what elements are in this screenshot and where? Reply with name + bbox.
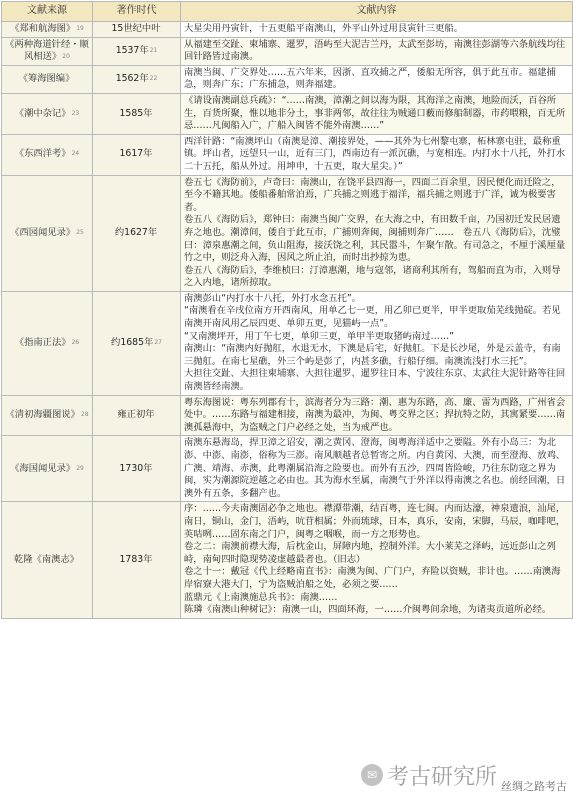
source-title: 《清初海疆图说》 — [5, 409, 80, 421]
content-cell — [181, 395, 573, 436]
era-value: 约1627年 — [114, 226, 158, 238]
source-title: 《两种海道针经・顺风相送》 — [5, 38, 89, 63]
table-row — [2, 134, 573, 175]
content-paragraph: 卷五八《海防后》，郑钟曰：南澳当闽广交界，在大海之中，有田数千亩，乃国初迁发民居遗弃之地也。潮漳间，倭自于此互市，广捕则奔闽，闽捕则奔广…… 卷五八《海防后》，沈璧曰：漳泉惠潮之间，负山阻海，接沃饶之利，其民嚣斗，乍聚乍散。有司急之，不厘于溪厘量竹之中，则泛舟入海，因风之所止泊，而时出抄掠为患。 — [184, 214, 566, 264]
footnote-marker: 29 — [76, 464, 84, 472]
source-cell — [2, 37, 93, 65]
content-cell — [181, 436, 573, 502]
footnote-marker: 19 — [76, 25, 84, 32]
table-row — [2, 175, 573, 291]
table-header — [2, 2, 573, 22]
watermark-sub: 丝绸之路考古 — [501, 780, 567, 793]
era-value: 1783年 — [119, 553, 153, 565]
content-cell — [181, 134, 573, 175]
content-paragraph: 卷之十一：戴冠《代上经略南直书》：南澳为闽、广门户，弃险以资贼，非计也。……南澳海岸宿寮大港大门，宁为盗贼泊船之处，必须之要…… — [184, 566, 561, 590]
content-paragraph: 卷五七《海防前》，卢奇曰：南澳山，在饶平县四海一，四面二百余里，因民便化而迁险之，至今不籍其地。倭船番舶常泊焉，广兵捕之则逃于福洋，福兵捕之则逃于广洋，诚为极要害者。 — [184, 176, 561, 213]
header-source: 文献来源 — [2, 2, 93, 22]
source-cell — [2, 22, 93, 38]
content-paragraph: 《请设南澳副总兵疏》：“……南澳，漳潮之间以海为限，其海洋之南澳，地险而沃，百谷所生，百货所聚，惟以地非分土，事非两邻，故往往为贼通口藪而修船制器，市药喂粮，百无所忌……凡闽船入广，广船入闽皆不能外南澳……” — [184, 94, 566, 132]
era-value: 1562年 — [115, 73, 149, 85]
era-cell — [93, 37, 181, 65]
content-paragraph: 蓝鼎元《上南澳施总兵书》：南澳…… — [184, 591, 338, 603]
content-cell — [181, 93, 573, 134]
footnote-marker: 26 — [71, 338, 80, 346]
content-paragraph: 南澳当闽、广交界处……五六年来，因浙、直攻捕之严，倭船无所容，俱于此互市。福建捕急，则奔广东；广东捕急，则奔福建。 — [184, 66, 556, 91]
source-cell — [2, 134, 93, 175]
content-paragraph: 粤东海图说：粤东列郡有十，滨海者分为三路：潮、惠为东路，高、廉、雷为西路，广州省会处中。……东路与福建相接，南澳为最冲，为闽、粤交界之区；捍抗特之防，其寓紧要……南澳孤悬海中，为盗贼之门户必经之处，当为戒严也。 — [184, 396, 566, 433]
table-row — [2, 502, 573, 618]
era-cell — [93, 175, 181, 291]
header-era: 著作时代 — [93, 2, 181, 22]
source-cell — [2, 502, 93, 618]
content-cell — [181, 175, 573, 291]
table-row — [2, 291, 573, 395]
era-value: 1585年 — [119, 107, 153, 119]
era-value: 1537年 — [115, 44, 149, 56]
era-cell — [93, 134, 181, 175]
source-cell — [2, 291, 93, 395]
footnote-marker: 28 — [80, 411, 89, 419]
source-cell — [2, 175, 93, 291]
table-row — [2, 395, 573, 436]
content-cell — [181, 502, 573, 618]
era-value: 1730年 — [119, 462, 153, 474]
era-cell — [93, 395, 181, 436]
table-body — [2, 22, 573, 619]
era-cell — [93, 22, 181, 38]
table-row — [2, 93, 573, 134]
content-paragraph: 从福建至交趾、柬埔寨、暹罗，浯屿至大泥吉兰丹，太武至彭坊，南澳往彭湖等六条航线均往回针路皆过南澳。 — [184, 38, 566, 63]
footnote-marker: 23 — [71, 109, 80, 117]
era-cell — [93, 65, 181, 93]
source-cell — [2, 93, 93, 134]
source-title: 乾隆《南澳志》 — [13, 553, 80, 565]
era-value: 约1685年 — [111, 336, 154, 348]
content-cell — [181, 65, 573, 93]
source-cell — [2, 65, 93, 93]
content-paragraph: 卷五八《海防后》，李维桢曰：汀漳惠潮，地与寇邻，诸商利其所有，驾船而直为市，入则导之入内地，诸所掠取。 — [184, 264, 561, 289]
content-paragraph: 序：……今夫南澳固必争之地也。襟潭带潮，结百粤，连七闽。内而达濠，神泉遗浪，汕尾，南日，铜山，金门，浯屿，吭苷相属；外而琉球，日本，真乐，安南，宋脚，马辰，咖啡吧，英咭咧……固东南之门户，闽粤之咽喉，而一方之形势也。 — [184, 503, 566, 540]
content-paragraph: 大担往交趾、大担往柬埔寨、大担往暹罗、暹罗往日本、宁波往东京、太武往大泥针路等往回南澳皆经南澳。 — [184, 368, 566, 393]
watermark — [361, 756, 567, 794]
source-title: 《筹海图编》 — [18, 73, 75, 85]
footnote-marker: 21 — [149, 46, 158, 54]
era-cell — [93, 436, 181, 502]
era-cell — [93, 93, 181, 134]
content-paragraph: 南澳彭山“内打水十八托，外打水念五托”。 — [184, 292, 361, 304]
era-value: 雍正初年 — [117, 409, 155, 421]
source-title: 《东西洋考》 — [14, 148, 71, 160]
source-title: 《指南正法》 — [14, 336, 71, 348]
content-paragraph: 卷之二：南澳前襟大海，后枕金山，屏障内地，控制外洋。大小莱芜之泽屿，远近彭山之列峙，南甸四时隐现势凌虚越最者也。（旧志） — [184, 541, 556, 565]
source-title: 《西园闻见录》 — [10, 226, 76, 238]
source-cell — [2, 436, 93, 502]
content-cell — [181, 37, 573, 65]
header-content: 文献内容 — [181, 2, 573, 22]
content-paragraph: “南澳看在辛戌位南方开西南风，用单乙七一更，用乙卯已更半，甲半更取茄芜线抛碇。若见南澳开南风用乙辰四更、单卯五更，见猫屿一点”。 — [184, 305, 561, 330]
footnote-marker: 22 — [149, 75, 158, 83]
era-cell — [93, 291, 181, 395]
content-paragraph: 西洋针路：“南澳坪山（南澳是漳、潮接界处，——其外为七州黎屯寨，柘林寨屯驻，最称重镇。坪山者，远望只一山，近有三门，西南边有一派沉礁，与宽相连。内打水十八托，外打水二十五托，船从外过。用坤申，十五更，取大星尖。）” — [184, 135, 566, 172]
source-title: 《郑和航海图》 — [10, 23, 76, 34]
content-paragraph: 南澳山：“南澳内好抛舡，水退无水，下澳是后宅，好抛舡。下是长沙尾，外是云盖寺，有南三抛舡。在南七星礁，外三个屿是彭了，内甚多礁，行船仔细。南澳流浅打水三托”。 — [184, 343, 561, 367]
table-row — [2, 65, 573, 93]
source-title: 《潮中杂记》 — [14, 107, 71, 119]
content-cell — [181, 291, 573, 395]
document-table — [1, 1, 573, 619]
footnote-marker: 20 — [62, 53, 70, 61]
content-paragraph: 南澳东悬海岛，捍卫漳之诏安，潮之黄冈、澄海，闽粤海洋适中之要隘。外有小岛三：为北澎、中澎、南澎，俗称为三澎。南风顺越者总暂寄之所。内自黄冈、大澳，而至澄海、放鸡、广澳、靖海、赤澳，此粤潮属沿海之险要也。而外有五沙，四周皆险峻，乃往东防寇之界为闽，实为潮源院逆越之必由也。其为海水至属，南澳气于外洋以得南澳之名也。前经回潮，日澳外有五条，多翻产也。 — [184, 437, 566, 499]
table-row — [2, 22, 573, 38]
content-paragraph: 陈璘《南澳山种树记》：南澳一山，四面环海，一……介闽粤间余地，为诸夷贡道所必经。 — [184, 604, 552, 616]
footnote-marker: 25 — [76, 228, 84, 236]
footnote-marker: 27 — [154, 338, 162, 346]
watermark-main: 考古研究所 — [386, 764, 497, 790]
era-value: 15世纪中叶 — [111, 23, 161, 34]
table-row — [2, 436, 573, 502]
era-cell — [93, 502, 181, 618]
source-cell — [2, 395, 93, 436]
footnote-marker: 24 — [71, 150, 80, 158]
content-paragraph: “又南澳坪开，用丁午七更，单卯三更，单甲半更取猪屿南过……” — [184, 330, 454, 342]
source-title: 《海国闻见录》 — [10, 462, 76, 474]
table-row — [2, 37, 573, 65]
content-cell — [181, 22, 573, 38]
era-value: 1617年 — [119, 148, 153, 160]
wechat-icon: ✉ — [361, 764, 383, 786]
content-paragraph: 大星尖用丹寅针，十五更船平南澳山，外平山外过用艮寅针三更船。 — [184, 23, 463, 34]
